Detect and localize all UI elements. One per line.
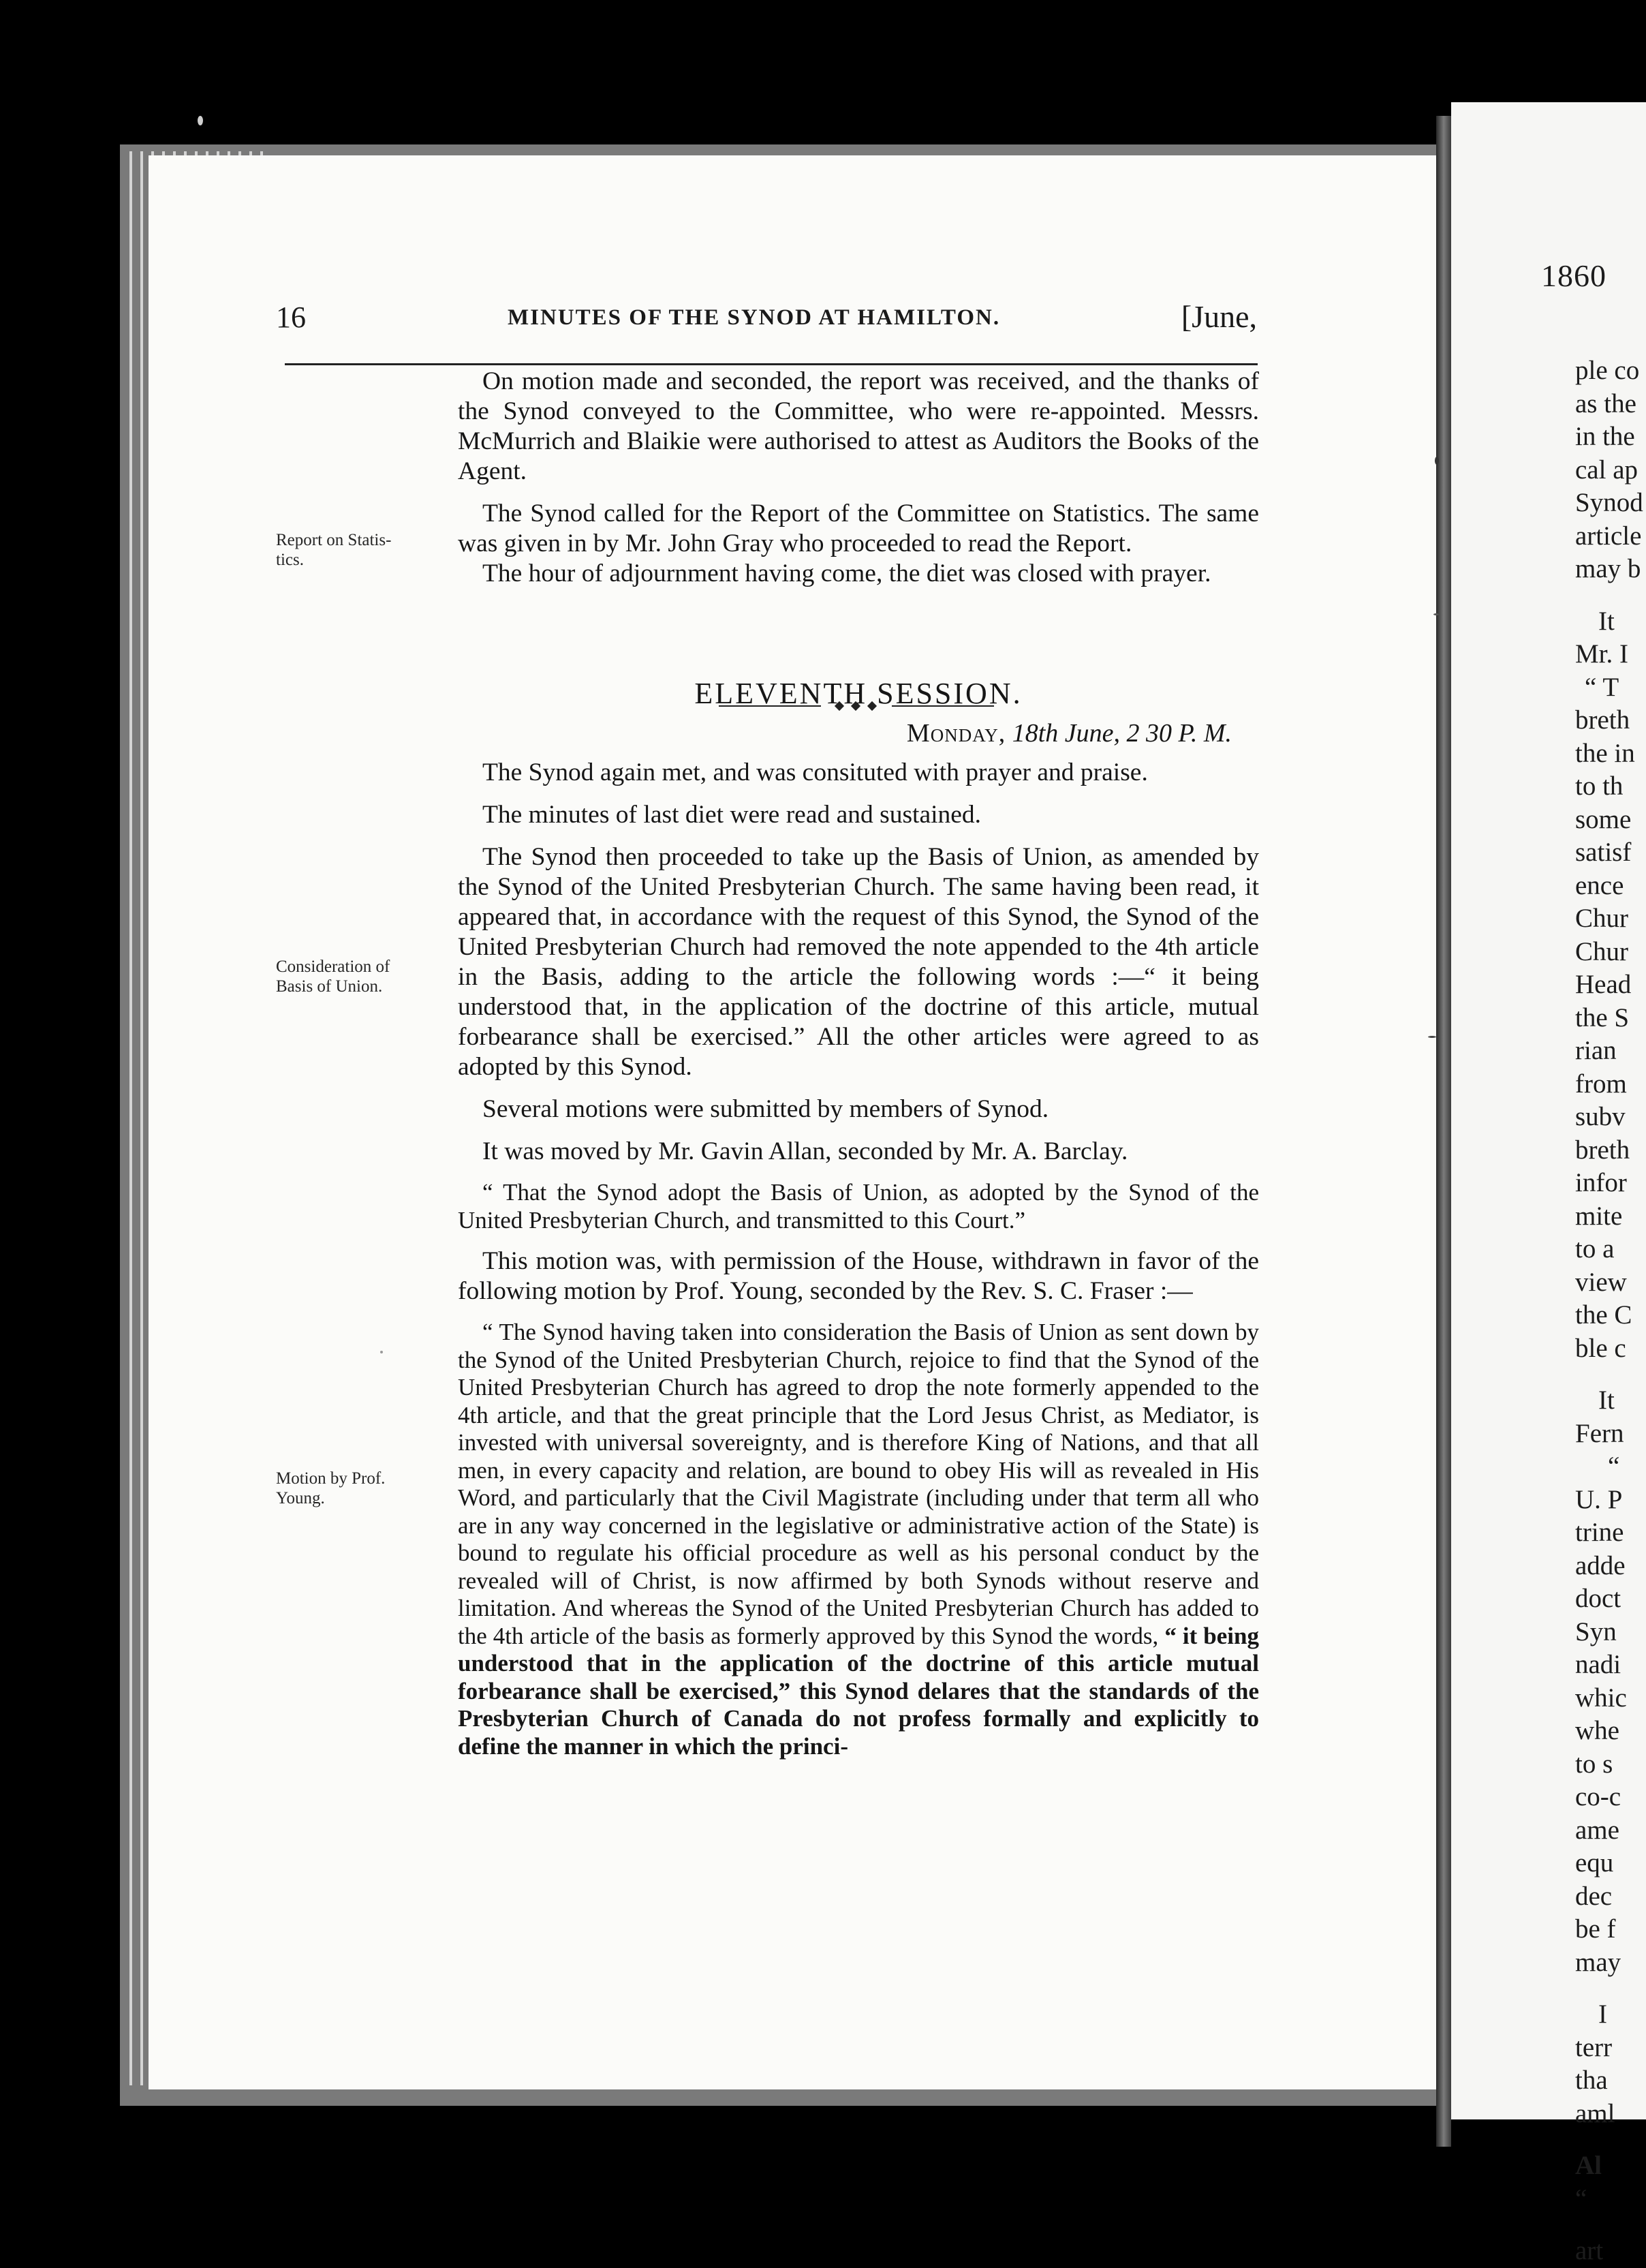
facing-page-line: view — [1575, 1267, 1627, 1297]
facing-page-line: Chur — [1575, 936, 1628, 966]
facing-page-line: Mr. I — [1575, 639, 1628, 669]
margin-note-motion-by-young — [276, 1469, 446, 1508]
facing-page-line: Fern — [1575, 1418, 1624, 1448]
facing-page-line: may b — [1575, 554, 1641, 583]
facing-page-line: as the — [1575, 388, 1636, 418]
facing-page-line: dec — [1575, 1881, 1613, 1911]
margin-note-line: Young. — [276, 1489, 325, 1507]
facing-page-line: ame — [1575, 1815, 1619, 1845]
paragraph-synod-met: The Synod again met, and was consituted with prayer and praise. — [482, 758, 1148, 786]
page-header — [276, 300, 1257, 348]
paragraph-motions-submitted: Several motions were submitted by members of Synod. — [482, 1095, 1049, 1123]
paragraph-motion-withdrawn: This motion was, with permission of the House, withdrawn in favor of the following motion by Prof. Young, seconded by the Rev. S. C. Fraser :— — [458, 1247, 1259, 1305]
facing-page-line: adde — [1575, 1550, 1626, 1580]
paragraph-report-received: On motion made and seconded, the report was received, and the thanks of the Synod conveyed to the Committee, who were re-appointed. Messrs. McMurrich and Blaikie were authorised to attest as Auditors the Books of the Agent. — [458, 367, 1259, 485]
dateline-day: Monday, — [906, 719, 1006, 748]
facing-page-line: ple co — [1575, 356, 1640, 385]
margin-note-line: Report on Statis- — [276, 531, 392, 549]
facing-page-line: nadi — [1575, 1650, 1621, 1679]
facing-page-line: the S — [1575, 1002, 1630, 1032]
paragraph-adjournment: The hour of adjournment having come, the diet was closed with prayer. — [482, 560, 1211, 587]
margin-note-line: Basis of Union. — [276, 977, 383, 996]
facing-page-line: in the — [1575, 422, 1635, 451]
facing-page-line: the in — [1575, 738, 1635, 768]
facing-page-line: cal ap — [1575, 455, 1639, 485]
facing-page-line: rian — [1575, 1036, 1617, 1065]
facing-page-line: doct — [1575, 1584, 1621, 1613]
facing-page-line: Syn — [1575, 1616, 1617, 1646]
header-rule — [285, 363, 1258, 365]
facing-page-line: from — [1575, 1069, 1627, 1099]
facing-page-line: breth — [1575, 705, 1630, 735]
dateline-date-time: 18th June, 2 30 P. M. — [1012, 719, 1232, 748]
facing-page-line: tha — [1575, 2066, 1608, 2095]
facing-page-line: to th — [1575, 771, 1624, 801]
facing-page-line: ble c — [1575, 1333, 1626, 1363]
facing-page-line: to a — [1575, 1234, 1615, 1263]
paragraph-motion-allan: It was moved by Mr. Gavin Allan, seconded by Mr. A. Barclay. — [482, 1137, 1128, 1165]
facing-page-line: whe — [1575, 1716, 1619, 1745]
facing-page-line: be f — [1575, 1914, 1616, 1944]
facing-page-line: trine — [1575, 1518, 1624, 1547]
facing-page-line: U. P — [1575, 1484, 1623, 1514]
facing-page-line: article — [1575, 521, 1642, 551]
margin-note-line: tics. — [276, 551, 304, 569]
facing-page-line: some — [1575, 804, 1632, 834]
facing-page-line: satisf — [1575, 838, 1632, 867]
facing-page-line: breth — [1575, 1135, 1630, 1165]
facing-page-line: Synod — [1575, 488, 1643, 517]
facing-page-line: It — [1598, 1385, 1615, 1415]
session-dateline — [458, 718, 1259, 748]
quoted-motion-young — [458, 1319, 1259, 1760]
facing-page-line: whic — [1575, 1683, 1627, 1713]
facing-page-line: co-c — [1575, 1782, 1621, 1811]
paragraph-minutes-sustained: The minutes of last diet were read and sustained. — [482, 801, 982, 829]
facing-page-line: Head — [1575, 970, 1632, 999]
page-number: 16 — [276, 301, 306, 334]
facing-page-line: may — [1575, 1947, 1621, 1977]
margin-note-line: Motion by Prof. — [276, 1469, 386, 1488]
quoted-motion-young-part-2: “ it being understood that in the application of the doctrine of this article mutual forbearance shall be exercised,” this Synod delares that the standards of the Presbyterian Church of Canada do not profess formally and explicitly to define the manner in which the princi- — [458, 1622, 1259, 1760]
facing-page-text — [1575, 354, 1646, 2268]
facing-page-line: “ — [1575, 2183, 1587, 2213]
facing-page-line: to s — [1575, 1749, 1613, 1779]
facing-page-line: equ — [1575, 1848, 1614, 1878]
book-gutter — [1436, 116, 1451, 2147]
facing-page-line: art — [1575, 2236, 1604, 2265]
paragraph-statistics-report: The Synod called for the Report of the Committee on Statistics. The same was given in by Mr. John Gray who proceeded to read the Report. — [458, 500, 1259, 557]
margin-note-line: Consideration of — [276, 957, 390, 976]
quoted-motion-allan: “ That the Synod adopt the Basis of Union, as adopted by the Synod of the United Presbyterian Church, and transmitted to this Court.” — [458, 1179, 1259, 1233]
facing-page-line: mite — [1575, 1201, 1623, 1231]
facing-page-line: “ T — [1585, 672, 1619, 702]
margin-note-statistics — [276, 530, 446, 570]
facing-page-line: the C — [1575, 1300, 1632, 1330]
facing-page-line: Chur — [1575, 904, 1628, 933]
facing-page-line: “ — [1608, 1452, 1620, 1481]
running-date: [June, — [1181, 299, 1257, 334]
facing-page-line: aml — [1575, 2098, 1615, 2128]
facing-page-line: Al — [1575, 2151, 1602, 2180]
facing-page-line: subv — [1575, 1102, 1626, 1131]
session-heading: ELEVENTH SESSION. — [694, 677, 1023, 710]
quoted-motion-young-part-1: “ The Synod having taken into consideration the Basis of Union as sent down by the Synod of the United Presbyterian Church, rejoice to find that the Synod of the United Presbyterian Church has agreed to drop the note formerly appended to the 4th article, and that the great principle that the Lord Jesus Christ, as Mediator, is invested with universal sovereignty, and is therefore King of Nations, and that all men, in every capacity and relation, are bound to obey His will as revealed in His Word, and particularly that the Civil Magistrate (including under that term all who are in any way concerned in the legislative or administrative action of the State) is bound to regulate his official procedure as well as his personal conduct by the revealed will of Christ, is now affirmed by both Synods without reserve and limitation. And whereas the Synod of the United Presbyterian Church has added to the 4th article of the basis as formerly approved by this Synod the words, — [458, 1319, 1259, 1649]
facing-page-line: I — [1598, 1999, 1607, 2029]
page-body — [458, 367, 1259, 1760]
paragraph-basis-of-union: The Synod then proceeded to take up the Basis of Union, as amended by the Synod of the United Presbyterian Church. The same having been read, it appeared that, in accordance with the request of this Synod, the Synod of the United Presbyterian Church had removed the note appended to the 4th article in the Basis, adding to the article the following words :—“ it being understood that, in the application of the doctrine of this article, mutual forbearance shall be exercised.” All the other articles were agreed to as adopted by this Synod. — [458, 843, 1259, 1081]
running-title: MINUTES OF THE SYNOD AT HAMILTON. — [508, 305, 1001, 330]
facing-page-line: It — [1598, 606, 1615, 636]
facing-page-line: ence — [1575, 870, 1624, 900]
margin-note-basis-of-union — [276, 957, 446, 996]
facing-page-line: infor — [1575, 1168, 1627, 1197]
facing-page-year: 1860 — [1541, 258, 1606, 293]
facing-page-line: terr — [1575, 2032, 1613, 2062]
